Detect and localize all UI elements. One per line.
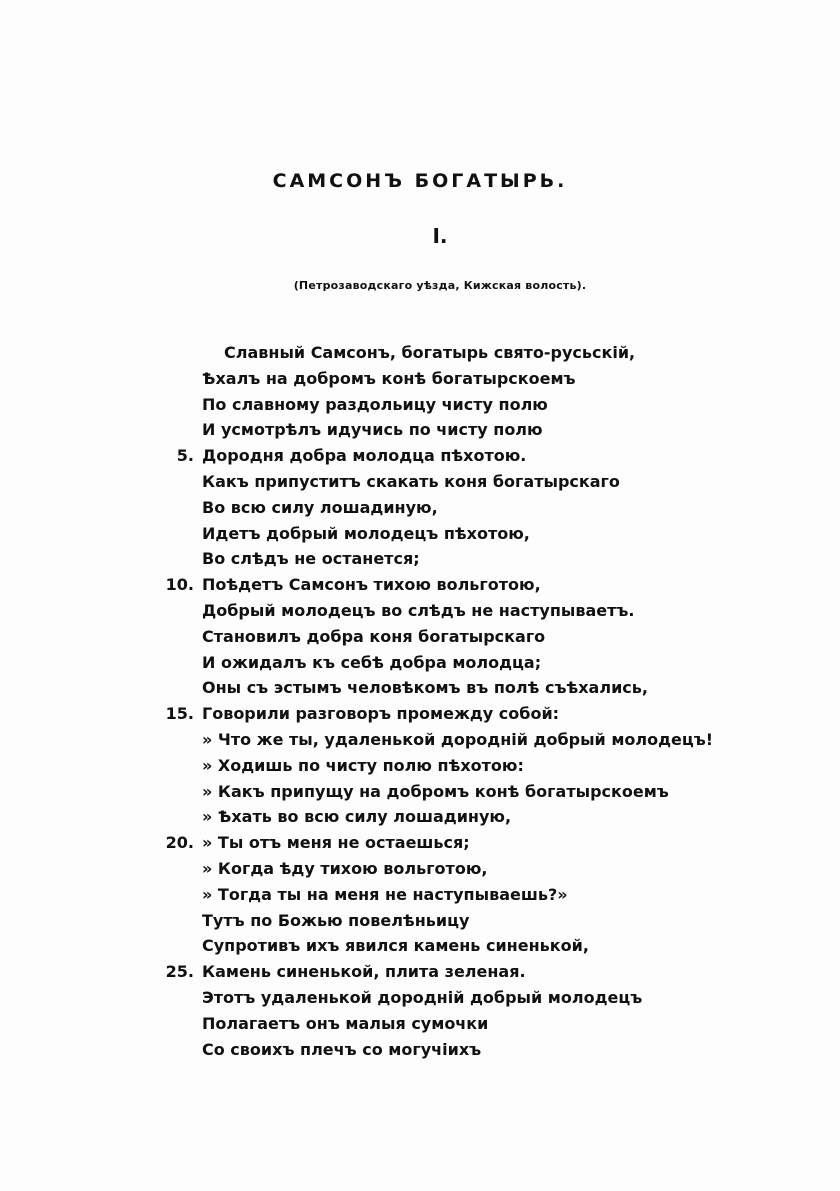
line-text: И усмотрѣлъ идучись по чисту полю bbox=[202, 420, 543, 440]
poem-line bbox=[160, 469, 720, 495]
poem-line bbox=[160, 882, 720, 908]
line-text: Какъ припуститъ скакать коня богатырскаго bbox=[202, 471, 620, 491]
poem-line bbox=[160, 417, 720, 443]
poem-line bbox=[160, 804, 720, 830]
line-text: Говорили разговоръ промежду собой: bbox=[202, 704, 560, 724]
poem-line bbox=[160, 340, 720, 366]
poem-line bbox=[160, 856, 720, 882]
line-text: Становилъ добра коня богатырскаго bbox=[202, 626, 546, 646]
line-text: » Когда ѣду тихою вольготою, bbox=[202, 858, 488, 878]
poem-line bbox=[160, 598, 720, 624]
line-number: 25. bbox=[165, 962, 194, 982]
poem-line bbox=[160, 1011, 720, 1037]
poem-line bbox=[160, 959, 720, 985]
poem-line bbox=[160, 701, 720, 727]
poem-line bbox=[160, 727, 720, 753]
poem-body bbox=[160, 340, 720, 1062]
line-text: Оны съ эстымъ человѣкомъ въ полѣ съѣхались, bbox=[202, 678, 648, 698]
line-number: 20. bbox=[165, 833, 194, 853]
line-text: Идетъ добрый молодецъ пѣхотою, bbox=[202, 523, 530, 543]
line-text: » Ходишь по чисту полю пѣхотою: bbox=[202, 755, 524, 775]
line-text: Поѣдетъ Самсонъ тихою вольготою, bbox=[202, 575, 541, 595]
poem-line bbox=[160, 521, 720, 547]
line-text: » Ѣхать во всю силу лошадиную, bbox=[202, 807, 512, 827]
poem-source: (Петрозаводскаго уѣзда, Кижская волость). bbox=[293, 279, 587, 292]
line-text: Во слѣдъ не останется; bbox=[202, 549, 420, 569]
poem-line bbox=[160, 650, 720, 676]
line-text: » Ты отъ меня не остаешься; bbox=[202, 833, 470, 853]
line-text: Добрый молодецъ во слѣдъ не наступываетъ. bbox=[202, 600, 635, 620]
poem-line bbox=[160, 546, 720, 572]
line-text: Супротивъ ихъ явился камень синенькой, bbox=[202, 936, 589, 956]
line-number: 15. bbox=[165, 704, 194, 724]
line-text: » Тогда ты на меня не наступываешь?» bbox=[202, 884, 568, 904]
line-text: Тутъ по Божью повелѣньицу bbox=[202, 910, 470, 930]
line-text: Ѣхалъ на добромъ конѣ богатырскоемъ bbox=[202, 368, 576, 388]
poem-line bbox=[160, 933, 720, 959]
poem-line bbox=[160, 572, 720, 598]
poem-line bbox=[160, 779, 720, 805]
line-text: Славный Самсонъ, богатырь свято-русьскiй, bbox=[224, 343, 636, 362]
line-text: Во всю силу лошадиную, bbox=[202, 497, 438, 517]
section-numeral: I. bbox=[432, 224, 448, 248]
poem-line bbox=[160, 985, 720, 1011]
poem-line bbox=[160, 495, 720, 521]
poem-line bbox=[160, 366, 720, 392]
poem-line bbox=[160, 443, 720, 469]
poem-line bbox=[160, 908, 720, 934]
line-text: Полагаетъ онъ малыя сумочки bbox=[202, 1013, 489, 1033]
line-text: По славному раздольицу чисту полю bbox=[202, 394, 548, 414]
line-text: Этотъ удаленькой дороднiй добрый молодецъ bbox=[202, 987, 643, 1007]
line-text: » Что же ты, удаленькой дороднiй добрый молодецъ! bbox=[202, 729, 714, 749]
line-text: Дородня добра молодца пѣхотою. bbox=[202, 446, 527, 466]
poem-title: САМСОНЪ БОГАТЫРЬ. bbox=[272, 170, 568, 192]
line-text: И ожидалъ къ себѣ добра молодца; bbox=[202, 652, 542, 672]
poem-line bbox=[160, 675, 720, 701]
line-number: 10. bbox=[165, 575, 194, 595]
line-text: Со своихъ плечъ со могучiихъ bbox=[202, 1039, 482, 1059]
poem-line bbox=[160, 392, 720, 418]
poem-line bbox=[160, 830, 720, 856]
poem-line bbox=[160, 753, 720, 779]
line-text: » Какъ припущу на добромъ конѣ богатырскоемъ bbox=[202, 781, 669, 801]
poem-line bbox=[160, 624, 720, 650]
poem-line bbox=[160, 1037, 720, 1063]
line-number: 5. bbox=[176, 446, 194, 466]
line-text: Камень синенькой, плита зеленая. bbox=[202, 962, 526, 982]
